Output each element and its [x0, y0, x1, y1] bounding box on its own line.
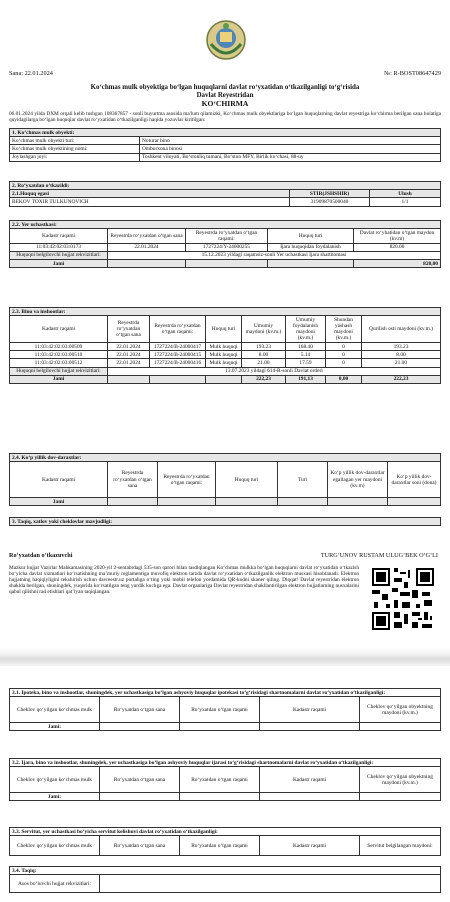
mortgage-table: [9, 688, 441, 731]
bld-cadastre: 11:03:42:02:03:00510: [10, 351, 108, 359]
mortgage-col-area: Cheklov qo‘yilgan obyektning maydoni (kv.m.): [360, 697, 441, 723]
document-number: №: R-BOST08647429: [384, 70, 441, 77]
bld-common-area-sum: 191,13: [286, 375, 326, 383]
land-row: [10, 243, 441, 251]
bld-col-common-area: Umumiy foydalanish maydoni (kv.m.): [286, 316, 326, 343]
bld-footprint: 21.00: [362, 359, 441, 367]
trees-total-label: Jami: [10, 498, 108, 506]
lease-col-regnum: Ro‘yxatdan o‘tgan raqami: [180, 767, 260, 793]
qr-code-icon[interactable]: [370, 566, 436, 632]
lease-title: 3.2. Ijara, bino va inshootlar, shuningdek, yer uchastkasiga bo‘lgan ashyoviy huquqlar ijarasi to‘g‘risidagi shartnomalarni davlat ro‘yxatidan o‘tkazilganligi:: [10, 759, 441, 767]
bld-total-area-sum: 222,23: [242, 375, 286, 383]
section1-table: [9, 128, 441, 162]
owner-header: 2.1.Huquq egasi: [10, 190, 290, 198]
bld-date: 22.01.2024: [108, 351, 150, 359]
land-total-label: Jami: [10, 260, 108, 268]
bld-date: 22.01.2024: [108, 359, 150, 367]
land-area: 820.00: [354, 243, 441, 251]
prohibition-doc-label: Asos bo‘luvchi hujjat rekvizitlari:: [10, 875, 100, 893]
object-type-value: Noturar bino: [140, 137, 441, 145]
bld-col-cadastre: Kadastr raqami: [10, 316, 108, 343]
mortgage-total-label: Jami:: [10, 723, 100, 731]
land-doc-label: Huquqni belgilovchi hujjat rekvizitlari:: [10, 251, 108, 259]
bld-footprint: 8.00: [362, 351, 441, 359]
owner-share: 1/1: [370, 198, 441, 206]
bld-living-area: 0: [326, 359, 362, 367]
mortgage-title: 3.1. Ipoteka, bino va inshootlar, shuningdek, yer uchastkasiga bo‘lgan ashyoviy huquqlar ipotekasi to‘g‘risidagi shartnomalarni davlat ro‘yxatidan o‘tkazilganligi:: [10, 689, 441, 697]
stir-header: STIR(JSHSHIR): [290, 190, 370, 198]
servitude-col-area: Servitut belgilangan maydoni:: [360, 836, 441, 856]
registrar-label: Ro‘yxatdan o‘tkazuvchi: [9, 552, 73, 559]
mortgage-col-object: Cheklov qo‘yilgan ko‘chmas mulk: [10, 697, 100, 723]
bld-common-area: 5.14: [286, 351, 326, 359]
lease-col-date: Ro‘yxatdan o‘tgan sana: [100, 767, 180, 793]
table-row: [10, 343, 441, 351]
servitude-col-date: Ro‘yxatdan o‘tgan sana: [100, 836, 180, 856]
trees-table: [9, 453, 441, 506]
buildings-title: 2.3. Bino va inshootlar:: [10, 308, 441, 316]
land-total-value: 820,00: [354, 260, 441, 268]
land-col-cadastre: Kadastr raqami: [10, 229, 108, 243]
bld-living-area: 0: [326, 351, 362, 359]
bld-total-label: Jami: [10, 375, 108, 383]
owner-stir: 31909870500040: [290, 198, 370, 206]
lease-table: [9, 758, 441, 801]
lease-col-cadastre: Kadastr raqami: [260, 767, 360, 793]
object-name-value: Omborxona binosi: [140, 145, 441, 153]
trees-col-right: Huquq turi: [216, 462, 278, 498]
trees-col-cadastre: Kadastr raqami: [10, 462, 108, 498]
bld-total-area: 21.00: [242, 359, 286, 367]
bld-total-area: 8.00: [242, 351, 286, 359]
bld-total-area: 193.23: [242, 343, 286, 351]
trees-col-regnum: Reyestrda ro‘yxatdan o‘tgan raqami:: [158, 462, 216, 498]
bld-common-area: 17.59: [286, 359, 326, 367]
location-label: Joylashgan joyi:: [10, 153, 140, 161]
mortgage-col-cadastre: Kadastr raqami: [260, 697, 360, 723]
bld-cadastre: 11:03:42:02:03:00509: [10, 343, 108, 351]
trees-col-area: Ko‘p yillik dov-daraxtlar egallagan yer maydoni (kv.m): [328, 462, 388, 498]
bld-footprint: 193.23: [362, 343, 441, 351]
servitude-col-object: Cheklov qo‘yilgan ko‘chmas mulk: [10, 836, 100, 856]
bld-right: Mulk huquqi: [206, 359, 242, 367]
bld-col-date: Reyestrda ro‘yxatdan o‘tgan sana: [108, 316, 150, 343]
bld-col-right: Huquq turi: [206, 316, 242, 343]
bld-footprint-sum: 222,23: [362, 375, 441, 383]
servitude-col-regnum: Ro‘yxatdan o‘tgan raqami: [180, 836, 260, 856]
land-plot-title: 2.2. Yer uchastkasi:: [10, 221, 441, 229]
section2-title: 2. Ro‘yxatdan o‘tkazildi:: [10, 182, 441, 190]
bld-cadastre: 11:03:42:02:03:00512: [10, 359, 108, 367]
land-col-right: Huquq turi: [268, 229, 354, 243]
prohibition-title: 3.4. Taqiq:: [10, 867, 441, 875]
lease-total-label: Jami:: [10, 793, 100, 801]
trees-title: 2.4. Ko‘p yillik dov-daraxtlar:: [10, 454, 441, 462]
land-date: 22.01.2024: [108, 243, 186, 251]
restrictions-table: [9, 517, 441, 526]
lease-col-area: Cheklov qo‘yilgan obyektning maydoni (kv.m.): [360, 767, 441, 793]
mortgage-col-regnum: Ro‘yxatdan o‘tgan raqami: [180, 697, 260, 723]
owner-name: BEKOV TOXIR TULKUNOVICH: [10, 198, 290, 206]
servitude-col-cadastre: Kadastr raqami: [260, 836, 360, 856]
bld-regnum: 1727224/B-24000417: [150, 343, 206, 351]
land-col-regnum: Reyestrda ro‘yxatdan o‘tgan raqami:: [186, 229, 268, 243]
document-subtitle: Davlat Reyestridan: [196, 92, 254, 99]
land-cadastre: 11:03:42:02:03:0173: [10, 243, 108, 251]
trees-col-date: Reyestrda ro‘yxatdan o‘tgan sana: [108, 462, 158, 498]
bld-regnum: 1727224/B-24000416: [150, 359, 206, 367]
table-row: [10, 359, 441, 367]
section2-table: [9, 181, 441, 207]
land-plot-table: [9, 220, 441, 268]
trees-col-count: Ko‘p yillik dov-daraxtlar soni (dona): [388, 462, 441, 498]
share-header: Ulush: [370, 190, 441, 198]
prohibition-table: [9, 866, 441, 893]
table-row: [10, 351, 441, 359]
intro-paragraph: 06.01.2024 yilda DXM orqali kelib tushgan 108367857 - sonli buyurtma asosida ma'lum qilamizki, Ko‘chmas mulk obyektlariga bo‘lgan huquqlarning davlat reyestriga ko‘chirma berilgan sana holatiga quyidagilarga bo‘lgan huquqlar davlat ro‘yxatidan o‘tkazilganligi haqida yozuvlar kiritilgan:: [9, 111, 441, 124]
bld-living-area-sum: 0,00: [326, 375, 362, 383]
bld-col-total-area: Umumiy maydoni (kv.m.): [242, 316, 286, 343]
object-name-label: Ko‘chmas mulk obyektining nomi:: [10, 145, 140, 153]
section1-title: 1. Ko‘chmas mulk obyekti:: [10, 129, 441, 137]
bld-col-footprint: Qurilish osti maydoni (kv.m.): [362, 316, 441, 343]
page-break: [0, 648, 450, 666]
bld-date: 22.01.2024: [108, 343, 150, 351]
object-type-label: Ko‘chmas mulk obyekti turi:: [10, 137, 140, 145]
buildings-table: [9, 307, 441, 384]
land-doc-value: 15.12.2023 yildagi raqamsiz-sonli Yer uchastkasi Ijara shartnomasi: [108, 251, 441, 259]
bld-col-living-area: Shundan yashash maydoni (kv.m.): [326, 316, 362, 343]
bld-common-area: 168.40: [286, 343, 326, 351]
bld-living-area: 0: [326, 343, 362, 351]
location-value: Toshkent viloyati, Bo‘stonliq tumani, Bo‘ston MFY, Birlik ko‘chasi, 88-uy: [140, 153, 441, 161]
bld-right: Mulk huquqi: [206, 351, 242, 359]
land-right: Ijara huquqidan foydalanish: [268, 243, 354, 251]
land-col-date: Reyestrda ro‘yxatdan o‘tgan sana: [108, 229, 186, 243]
lease-col-object: Cheklov qo‘yilgan ko‘chmas mulk: [10, 767, 100, 793]
document-date: Sana: 22.01.2024: [9, 70, 53, 77]
bld-right: Mulk huquqi: [206, 343, 242, 351]
state-emblem: [203, 18, 249, 62]
trees-col-type: Turi: [278, 462, 328, 498]
mortgage-col-date: Ro‘yxatdan o‘tgan sana: [100, 697, 180, 723]
legal-notice: Mazkur hujjat Vazirlar Mahkamasining 2020-yil 2-sentabrdagi 535-son qarori bilan tasdiqlangan Ko‘chmas mulkka bo‘lgan huquqlarni davlat ro‘yxatidan o‘tkazish bo‘yicha davlat xizmatlari ko‘rsatishning ma’muriy reglamentiga muvofiq elektron tarzda davlat ro‘yxatidan o‘tkazilganlik elektron musxasi hisoblanadi. Elektron hujjatning haqiqiyligini tekshirish uchun davreestr.uz portaliga o‘ting yoki mobil telefon yordamida QR-kodni skaner qiling. Diqqat! Davlat reyestridan elektron shaklda berilgan, shuningdek, yuqorida ko‘rsatilgan teng yurdik kuchga ega. Davlat organlariga Davlat reyestridan shakllantirilgan elektron hujjatlarning nusxalarini qabul qilishni rad etishlari qat’iyan taqiqlangan.: [9, 565, 359, 596]
bld-col-regnum: Reyestrda ro‘yxatdan o‘tgan raqami:: [150, 316, 206, 343]
servitude-table: [9, 827, 441, 856]
registrar-name: TURG‘UNOV RUSTAM ULUG‘BEK O‘G‘LI: [320, 552, 438, 559]
servitude-title: 3.3. Servitut, yer uchastkasi bo‘yicha servitut kelishuvi davlat ro‘yxatidan o‘tkazilganligi:: [10, 828, 441, 836]
bld-doc-value: 13.07.2023 yildagi 614-R-sonli Davlat orderi: [108, 367, 441, 375]
restrictions-title: 3. Taqiq, xatlov yoki cheklovlar mavjudligi:: [10, 518, 441, 526]
bld-doc-label: Huquqni belgilovchi hujjat rekvizitlari:: [10, 367, 108, 375]
bld-regnum: 1727224/B-24000415: [150, 351, 206, 359]
document-heading: KO‘CHIRMA: [201, 99, 249, 108]
land-regnum: 1727224/Y-24000255: [186, 243, 268, 251]
document-title: Ko‘chmas mulk obyektiga bo‘lgan huquqlarni davlat ro‘yxatidan o‘tkazilganligi to‘g‘risida: [90, 84, 360, 91]
land-col-area: Davlat ro‘yhatidan o‘tgan maydon (kv.m): [354, 229, 441, 243]
